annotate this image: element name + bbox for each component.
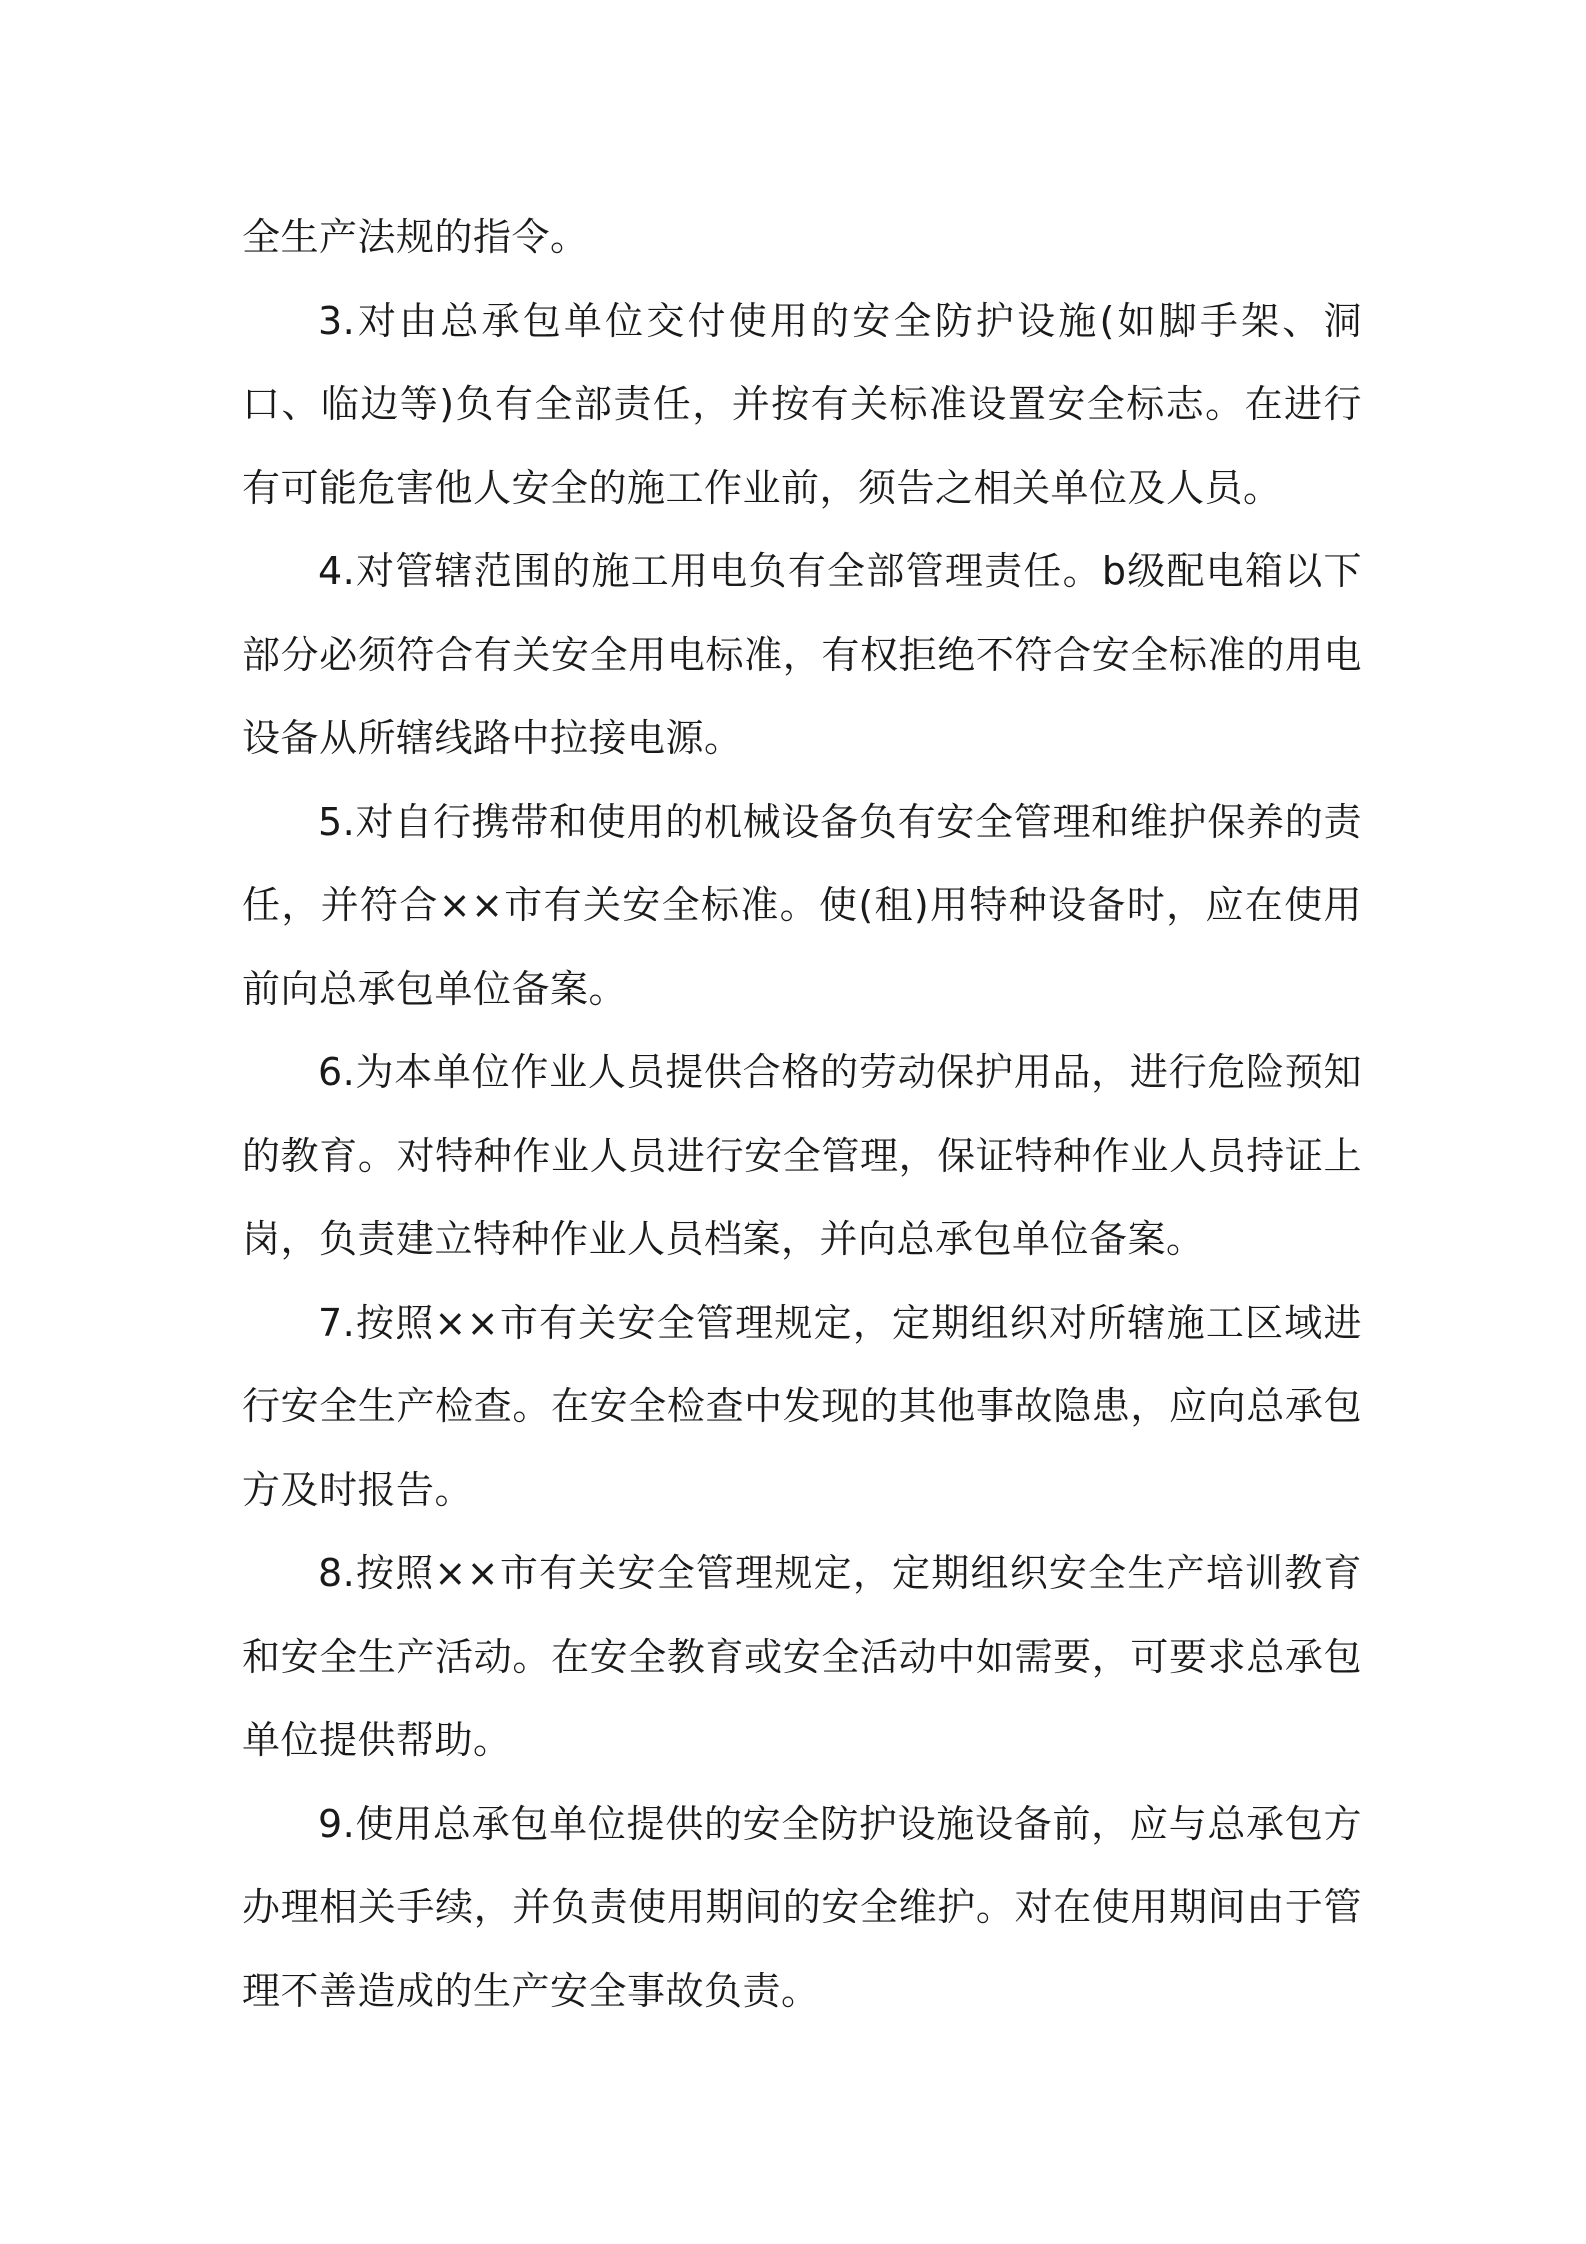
document-body [242, 196, 1362, 2033]
paragraph-item-4: 4.对管辖范围的施工用电负有全部管理责任。b级配电箱以下部分必须符合有关安全用电标准，有权拒绝不符合安全标准的用电设备从所辖线路中拉接电源。 [242, 549, 1362, 760]
paragraph-item-6: 6.为本单位作业人员提供合格的劳动保护用品，进行危险预知的教育。对特种作业人员进行安全管理，保证特种作业人员持证上岗，负责建立特种作业人员档案，并向总承包单位备案。 [242, 1050, 1362, 1261]
paragraph-item-7: 7.按照××市有关安全管理规定，定期组织对所辖施工区域进行安全生产检查。在安全检查中发现的其他事故隐患，应向总承包方及时报告。 [242, 1300, 1362, 1512]
paragraph-item-3: 3.对由总承包单位交付使用的安全防护设施(如脚手架、洞口、临边等)负有全部责任，并按有关标准设置安全标志。在进行有可能危害他人安全的施工作业前，须告之相关单位及人员。 [242, 298, 1362, 510]
paragraph-item-8: 8.按照××市有关安全管理规定，定期组织安全生产培训教育和安全生产活动。在安全教育或安全活动中如需要，可要求总承包单位提供帮助。 [242, 1551, 1362, 1762]
paragraph-continuation: 全生产法规的指令。 [242, 215, 589, 259]
paragraph-item-9: 9.使用总承包单位提供的安全防护设施设备前，应与总承包方办理相关手续，并负责使用期间的安全维护。对在使用期间由于管理不善造成的生产安全事故负责。 [242, 1801, 1362, 2013]
paragraph-item-5: 5.对自行携带和使用的机械设备负有安全管理和维护保养的责任，并符合××市有关安全标准。使(租)用特种设备时，应在使用前向总承包单位备案。 [242, 799, 1362, 1011]
